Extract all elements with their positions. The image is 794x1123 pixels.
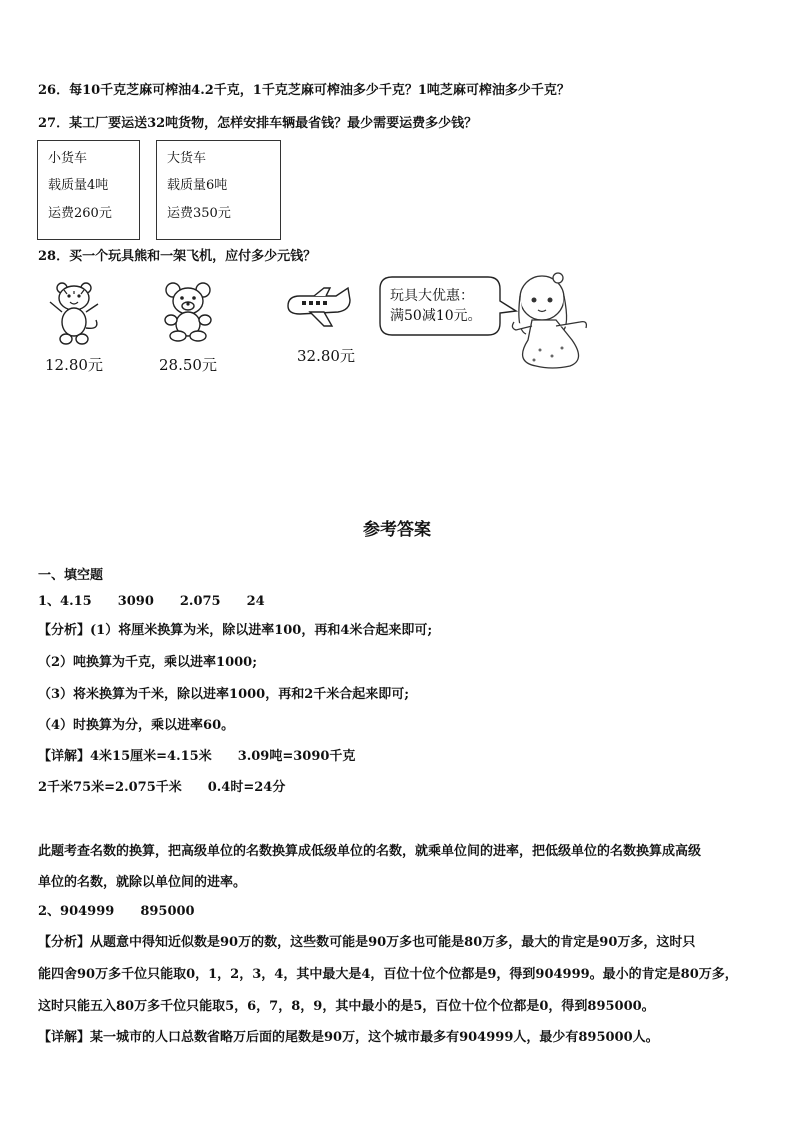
speech-line-1: 玩具大优惠： xyxy=(390,288,474,304)
answer-1-detail-2: 2千米75米=2.075千米 0.4时=24分 xyxy=(38,780,286,795)
big-truck-box xyxy=(156,140,281,240)
answer-1-note-1: 此题考查名数的换算，把高级单位的名数换算成低级单位的名数，就乘单位间的进率，把低级单位的名数换算成高级 xyxy=(38,844,702,859)
answer-2-analysis-1: 【分析】从题意中得知近似数是90万的数，这些数可能是90万多也可能是80万多，最大的肯定是90万多，这时只 xyxy=(38,935,696,950)
plane-price: 32.80元 xyxy=(297,347,355,365)
answer-2-detail: 【详解】某一城市的人口总数省略万后面的尾数是90万，这个城市最多有904999人，最少有895000人。 xyxy=(38,1030,659,1045)
answer-1-analysis-2: （2）吨换算为千克，乘以进率1000; xyxy=(38,655,258,670)
small-truck-load: 载质量4吨 xyxy=(48,178,109,193)
question-27: 27．某工厂要运送32吨货物，怎样安排车辆最省钱？最少需要运费多少钱？ xyxy=(38,116,478,131)
small-truck-fee: 运费260元 xyxy=(48,206,112,221)
answer-1-analysis-4: （4）时换算为分，乘以进率60。 xyxy=(38,718,235,733)
answer-1-analysis-3: （3）将米换算为千米，除以进率1000，再和2千米合起来即可; xyxy=(38,687,410,702)
speech-line-2: 满50减10元。 xyxy=(390,308,482,324)
tiger-price: 12.80元 xyxy=(45,356,103,374)
answers-title: 参考答案 xyxy=(363,520,431,540)
toy-plane-icon xyxy=(284,286,356,330)
small-truck-box xyxy=(37,140,140,240)
answer-2: 2、904999 895000 xyxy=(38,904,195,919)
question-26: 26．每10千克芝麻可榨油4.2千克，1千克芝麻可榨油多少千克？1吨芝麻可榨油多少千克？ xyxy=(38,83,570,98)
small-truck-name: 小货车 xyxy=(48,151,88,166)
question-28: 28．买一个玩具熊和一架飞机，应付多少元钱？ xyxy=(38,249,317,264)
bear-price: 28.50元 xyxy=(159,356,217,374)
section-heading: 一、填空题 xyxy=(38,568,104,583)
answer-1-detail-1: 【详解】4米15厘米=4.15米 3.09吨=3090千克 xyxy=(38,749,356,764)
big-truck-fee: 运费350元 xyxy=(167,206,231,221)
toy-tiger-icon xyxy=(44,282,106,346)
toy-bear-icon xyxy=(162,282,214,342)
big-truck-name: 大货车 xyxy=(167,151,207,166)
answer-1: 1、4.15 3090 2.075 24 xyxy=(38,594,265,609)
answer-2-analysis-3: 这时只能五入80万多千位只能取5，6，7，8，9，其中最小的是5，百位十位个位都是0，得到895000。 xyxy=(38,999,655,1014)
answer-2-analysis-2: 能四舍90万多千位只能取0，1，2，3，4，其中最大是4，百位十位个位都是9，得到904999。最小的肯定是80万多， xyxy=(38,967,738,982)
answer-1-note-2: 单位的名数，就除以单位间的进率。 xyxy=(38,875,247,890)
answer-1-analysis-1: 【分析】(1）将厘米换算为米，除以进率100，再和4米合起来即可; xyxy=(38,623,433,638)
girl-icon xyxy=(506,270,596,370)
big-truck-load: 载质量6吨 xyxy=(167,178,228,193)
